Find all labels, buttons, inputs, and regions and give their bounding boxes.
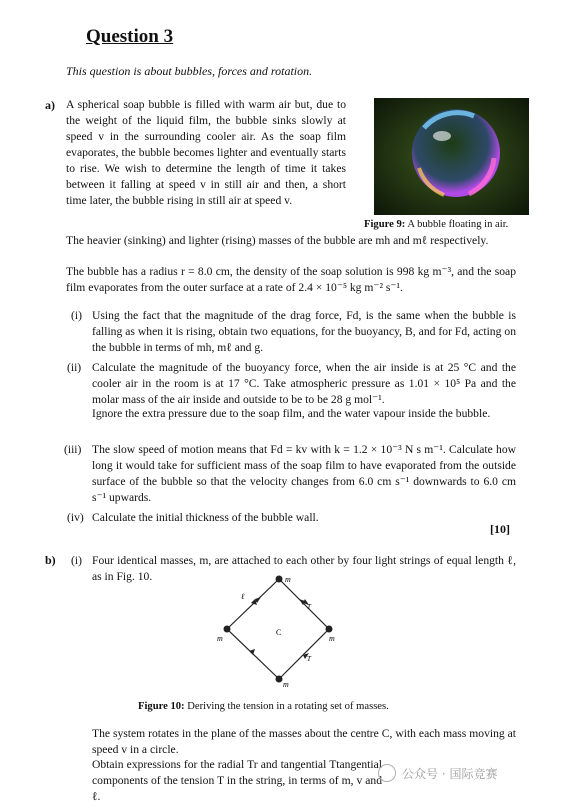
marks-total: [10] — [490, 522, 510, 536]
masses-text: The heavier (sinking) and lighter (rising) masses of the bubble are mh and mℓ respectively. — [66, 234, 489, 247]
subquestion-iii-text: The slow speed of motion means that Fd = kv with k = 1.2 × 10⁻³ N s m⁻¹. Calculate how long it would take for sufficient mass of the soap film to have evaporated from the outside surface of the bubble so that the velocity changes from 6.0 cm s⁻¹ downwards to 6.0 cm s⁻¹ upwards. — [92, 443, 516, 504]
part-a-intro-text: A spherical soap bubble is filled with warm air but, due to the weight of the liquid film, the bubble sinks slowly at speed v in the surrounding cooler air. As the soap film evaporates, the bubble becomes lighter and eventually starts to rise. We wish to determine the length of time it takes between it falling at speed v in still air and then, a short time later, the bubble rising in still air at speed v. — [66, 98, 346, 207]
part-b-label: b) — [45, 553, 56, 567]
subquestion-i-text: Using the fact that the magnitude of the drag force, Fd, is the same when the bubble is falling as when it is rising, obtain two equations, for the buoyancy, B, and for Fd, acting on the bubble in terms of mh, mℓ and g. — [92, 309, 516, 354]
wechat-icon — [378, 764, 396, 782]
figure-9-label: Figure 9: — [364, 219, 406, 230]
mass-label: m — [217, 634, 223, 643]
centre-label: C — [276, 628, 282, 637]
mass-label: m — [329, 634, 335, 643]
subquestion-iv-text: Calculate the initial thickness of the bubble wall. — [92, 511, 319, 524]
subquestion-ii-text: Calculate the magnitude of the buoyancy force, when the air inside is at 25 °C and the cooler air in the room is at 17 °C. Take atmospheric pressure as 1.01 × 10⁵ Pa and the molar mass of the air inside and outside to be to be 28 g mol⁻¹. — [92, 361, 516, 406]
mass-left — [224, 626, 231, 633]
question-intro: This question is about bubbles, forces and rotation. — [66, 64, 313, 78]
mass-top — [276, 576, 283, 583]
subquestion-number: (i) — [71, 554, 82, 567]
mass-right — [326, 626, 333, 633]
part-b-i-text: Four identical masses, m, are attached to each other by four light strings of equal length ℓ, as in Fig. 10. — [92, 554, 516, 583]
string-bottom-right — [279, 629, 329, 679]
subquestion-number: (iv) — [67, 511, 84, 524]
part-b-tension-text: Obtain expressions for the radial Tr and tangential Ttangential components of the tension T in the string, in terms of m, v and ℓ. — [92, 758, 382, 803]
watermark-text: 公众号 · 国际竞赛 — [402, 766, 498, 781]
subquestion-number: (i) — [71, 309, 82, 322]
figure-9-caption-text: A bubble floating in air. — [407, 219, 509, 230]
question-title: Question 3 — [86, 26, 174, 47]
string-top-left — [227, 579, 279, 629]
figure-10-caption-text: Deriving the tension in a rotating set of masses. — [187, 701, 389, 712]
subquestion-number: (iii) — [64, 443, 82, 456]
tension-label: T — [307, 603, 311, 611]
part-a-label: a) — [45, 98, 55, 112]
part-b-rotation-text: The system rotates in the plane of the masses about the centre C, with each mass moving at speed v in a circle. — [92, 727, 516, 756]
tension-label: T — [307, 655, 311, 663]
bubble-photo — [374, 98, 529, 215]
mass-bottom — [276, 676, 283, 683]
bubble-data-text: The bubble has a radius r = 8.0 cm, the density of the soap solution is 998 kg m⁻³, and the soap film evaporates from the outer surface at a rate of 2.4 × 10⁻⁵ kg m⁻² s⁻¹. — [66, 265, 516, 294]
figure-10-caption — [138, 701, 389, 712]
figure-9-caption — [364, 219, 508, 230]
length-label: ℓ — [241, 592, 245, 601]
mass-label: m — [283, 680, 289, 689]
mass-label: m — [285, 575, 291, 584]
subquestion-ii-note: Ignore the extra pressure due to the soap film, and the water vapour inside the bubble. — [92, 407, 491, 420]
watermark — [378, 760, 573, 786]
figure-10-label: Figure 10: — [138, 701, 185, 712]
subquestion-number: (ii) — [67, 361, 82, 374]
string-top-right — [279, 579, 329, 629]
rotating-masses-diagram — [205, 573, 355, 691]
tension-arrow — [249, 649, 255, 655]
